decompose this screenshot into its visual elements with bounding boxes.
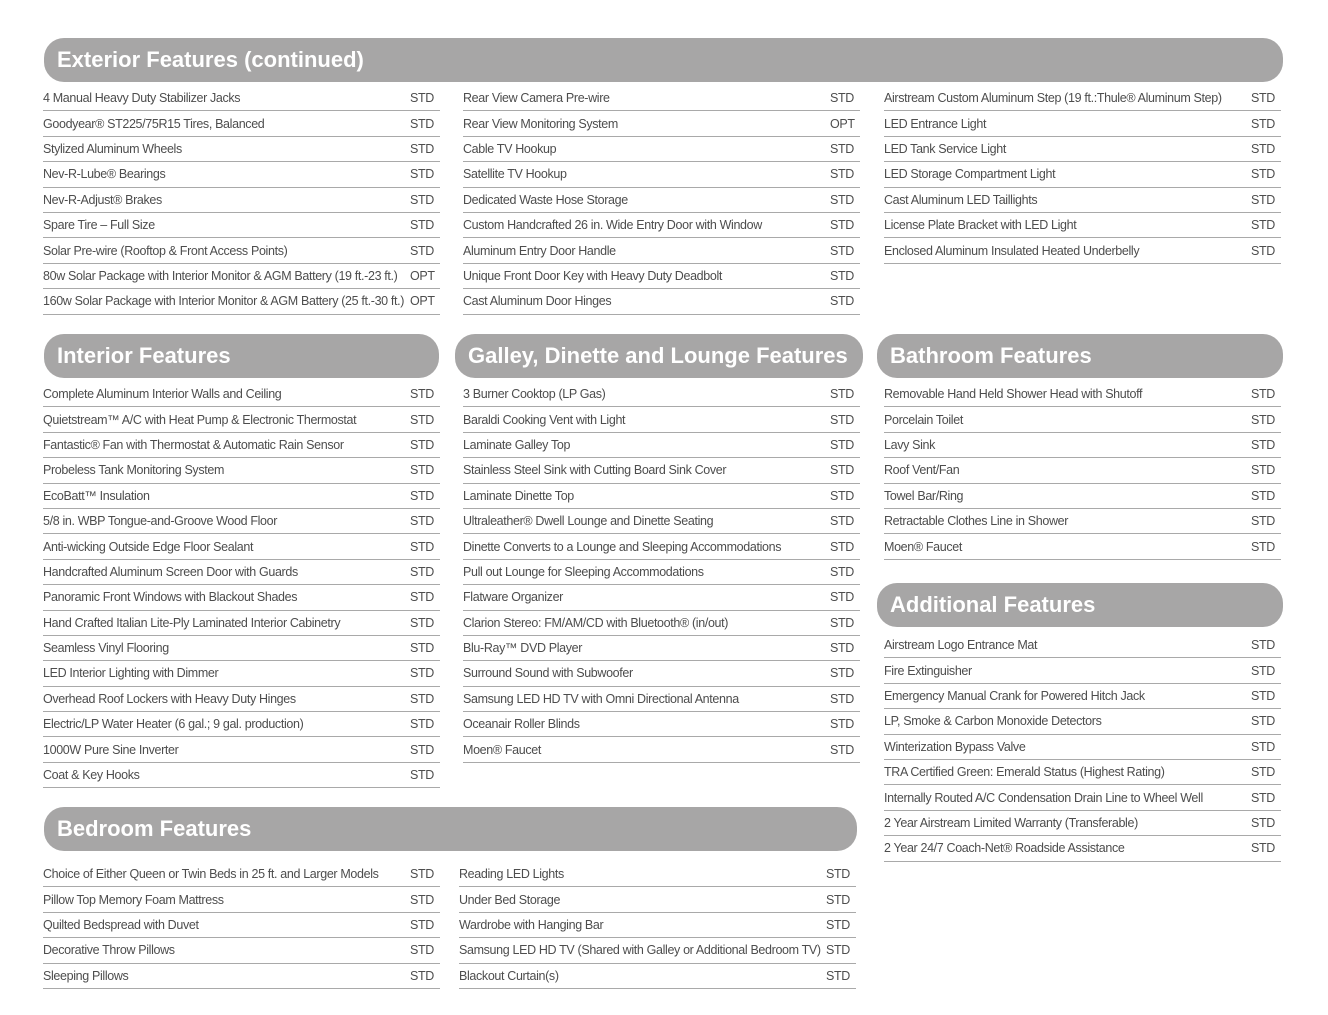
feature-availability: STD: [410, 892, 434, 907]
feature-name: Cable TV Hookup: [463, 141, 557, 156]
feature-availability: STD: [1251, 514, 1275, 529]
bedroom-list-col2: [459, 862, 856, 989]
feature-name: Spare Tire – Full Size: [43, 218, 155, 233]
feature-availability: OPT: [410, 294, 435, 309]
feature-name: 1000W Pure Sine Inverter: [43, 742, 179, 757]
feature-availability: STD: [410, 437, 434, 452]
feature-name: Pull out Lounge for Sleeping Accommodations: [463, 564, 704, 579]
feature-row: [43, 687, 440, 712]
feature-name: Airstream Logo Entrance Mat: [884, 638, 1038, 653]
feature-availability: STD: [830, 141, 854, 156]
feature-availability: STD: [1251, 841, 1275, 856]
feature-availability: STD: [830, 91, 854, 106]
feature-availability: STD: [410, 917, 434, 932]
feature-row: [463, 534, 860, 559]
feature-availability: STD: [830, 167, 854, 182]
feature-name: Stylized Aluminum Wheels: [43, 141, 182, 156]
feature-row: [884, 760, 1281, 785]
feature-name: TRA Certified Green: Emerald Status (Highest Rating): [884, 765, 1165, 780]
feature-name: Lavy Sink: [884, 437, 936, 452]
feature-availability: STD: [826, 892, 850, 907]
feature-row: [884, 458, 1281, 483]
feature-availability: STD: [1251, 387, 1275, 402]
feature-row: [884, 238, 1281, 263]
feature-row: [459, 887, 856, 912]
feature-name: Blu-Ray™ DVD Player: [463, 641, 583, 656]
feature-row: [459, 862, 856, 887]
feature-availability: STD: [1251, 167, 1275, 182]
feature-name: Blackout Curtain(s): [459, 968, 559, 983]
feature-row: [43, 585, 440, 610]
feature-row: [43, 938, 440, 963]
feature-availability: STD: [410, 91, 434, 106]
feature-availability: STD: [1251, 463, 1275, 478]
feature-row: [463, 111, 860, 136]
feature-name: 4 Manual Heavy Duty Stabilizer Jacks: [43, 91, 241, 106]
feature-row: [43, 484, 440, 509]
feature-row: [463, 264, 860, 289]
feature-name: License Plate Bracket with LED Light: [884, 218, 1077, 233]
feature-row: [43, 289, 440, 314]
feature-name: Dedicated Waste Hose Storage: [463, 192, 628, 207]
feature-row: [43, 862, 440, 887]
feature-availability: OPT: [410, 268, 435, 283]
feature-row: [459, 913, 856, 938]
feature-row: [463, 382, 860, 407]
feature-availability: STD: [410, 742, 434, 757]
feature-name: Oceanair Roller Blinds: [463, 717, 580, 732]
bedroom-features-heading: Bedroom Features: [44, 807, 857, 851]
feature-name: Rear View Monitoring System: [463, 116, 618, 131]
feature-row: [463, 137, 860, 162]
feature-name: Clarion Stereo: FM/AM/CD with Bluetooth® (in/out): [463, 615, 729, 630]
bedroom-list-col1: [43, 862, 440, 989]
feature-row: [43, 887, 440, 912]
feature-name: Moen® Faucet: [463, 742, 541, 757]
feature-name: Unique Front Door Key with Heavy Duty Deadbolt: [463, 268, 723, 283]
feature-availability: STD: [1251, 739, 1275, 754]
feature-row: [884, 811, 1281, 836]
feature-availability: STD: [410, 717, 434, 732]
feature-name: Anti-wicking Outside Edge Floor Sealant: [43, 539, 254, 554]
feature-row: [463, 188, 860, 213]
feature-name: Coat & Key Hooks: [43, 768, 140, 783]
feature-name: LED Entrance Light: [884, 116, 987, 131]
feature-name: LED Interior Lighting with Dimmer: [43, 666, 219, 681]
feature-availability: STD: [410, 192, 434, 207]
feature-name: 80w Solar Package with Interior Monitor & AGM Battery (19 ft.-23 ft.): [43, 268, 398, 283]
feature-row: [463, 636, 860, 661]
feature-availability: STD: [1251, 437, 1275, 452]
feature-name: Under Bed Storage: [459, 892, 561, 907]
feature-availability: STD: [830, 691, 854, 706]
feature-name: Baraldi Cooking Vent with Light: [463, 412, 626, 427]
feature-name: Samsung LED HD TV with Omni Directional Antenna: [463, 691, 739, 706]
feature-row: [463, 238, 860, 263]
feature-row: [43, 560, 440, 585]
feature-name: Quilted Bedspread with Duvet: [43, 917, 199, 932]
feature-row: [463, 407, 860, 432]
feature-availability: STD: [1251, 539, 1275, 554]
feature-name: Moen® Faucet: [884, 539, 962, 554]
feature-name: Goodyear® ST225/75R15 Tires, Balanced: [43, 116, 265, 131]
feature-row: [884, 382, 1281, 407]
feature-name: Airstream Custom Aluminum Step (19 ft.:Thule® Aluminum Step): [884, 91, 1222, 106]
feature-availability: STD: [410, 463, 434, 478]
feature-name: Removable Hand Held Shower Head with Shutoff: [884, 387, 1143, 402]
feature-name: Internally Routed A/C Condensation Drain Line to Wheel Well: [884, 790, 1203, 805]
feature-availability: STD: [410, 387, 434, 402]
feature-name: Samsung LED HD TV (Shared with Galley or Additional Bedroom TV): [459, 943, 821, 958]
feature-row: [463, 433, 860, 458]
feature-row: [43, 264, 440, 289]
feature-availability: STD: [1251, 790, 1275, 805]
feature-name: Panoramic Front Windows with Blackout Shades: [43, 590, 298, 605]
feature-availability: STD: [830, 387, 854, 402]
feature-row: [463, 484, 860, 509]
additional-features-heading: Additional Features: [877, 583, 1283, 627]
feature-name: Laminate Galley Top: [463, 437, 571, 452]
feature-availability: STD: [826, 968, 850, 983]
feature-row: [43, 763, 440, 788]
feature-availability: STD: [1251, 192, 1275, 207]
feature-name: 2 Year Airstream Limited Warranty (Transferable): [884, 815, 1138, 830]
feature-name: Choice of Either Queen or Twin Beds in 25 ft. and Larger Models: [43, 867, 379, 882]
feature-row: [463, 687, 860, 712]
galley-list: [463, 382, 860, 763]
feature-name: Reading LED Lights: [459, 867, 564, 882]
feature-name: Cast Aluminum Door Hinges: [463, 294, 612, 309]
feature-name: Overhead Roof Lockers with Heavy Duty Hinges: [43, 691, 296, 706]
feature-row: [463, 289, 860, 314]
feature-row: [884, 735, 1281, 760]
feature-row: [884, 785, 1281, 810]
feature-row: [884, 407, 1281, 432]
feature-availability: STD: [826, 867, 850, 882]
feature-name: Aluminum Entry Door Handle: [463, 243, 616, 258]
feature-availability: STD: [830, 192, 854, 207]
feature-availability: STD: [830, 539, 854, 554]
feature-availability: STD: [410, 218, 434, 233]
feature-name: Stainless Steel Sink with Cutting Board Sink Cover: [463, 463, 727, 478]
bathroom-list: [884, 382, 1281, 560]
feature-availability: STD: [410, 514, 434, 529]
feature-availability: STD: [830, 564, 854, 579]
feature-availability: STD: [1251, 765, 1275, 780]
feature-name: Nev-R-Adjust® Brakes: [43, 192, 162, 207]
feature-name: Quietstream™ A/C with Heat Pump & Electronic Thermostat: [43, 412, 357, 427]
feature-availability: STD: [830, 514, 854, 529]
feature-row: [43, 534, 440, 559]
feature-name: Fantastic® Fan with Thermostat & Automatic Rain Sensor: [43, 437, 344, 452]
feature-name: Satellite TV Hookup: [463, 167, 567, 182]
feature-row: [43, 188, 440, 213]
feature-availability: STD: [410, 243, 434, 258]
feature-name: 160w Solar Package with Interior Monitor & AGM Battery (25 ft.-30 ft.): [43, 294, 405, 309]
feature-availability: STD: [410, 141, 434, 156]
feature-row: [43, 111, 440, 136]
feature-availability: STD: [410, 590, 434, 605]
feature-availability: STD: [830, 590, 854, 605]
feature-availability: STD: [410, 539, 434, 554]
feature-name: Hand Crafted Italian Lite-Ply Laminated Interior Cabinetry: [43, 615, 341, 630]
feature-availability: STD: [410, 867, 434, 882]
feature-row: [884, 433, 1281, 458]
feature-row: [43, 964, 440, 989]
feature-row: [463, 509, 860, 534]
feature-availability: STD: [410, 943, 434, 958]
feature-availability: STD: [830, 243, 854, 258]
feature-name: LP, Smoke & Carbon Monoxide Detectors: [884, 714, 1102, 729]
feature-name: Emergency Manual Crank for Powered Hitch Jack: [884, 688, 1145, 703]
feature-row: [43, 238, 440, 263]
feature-name: Winterization Bypass Valve: [884, 739, 1026, 754]
feature-availability: STD: [410, 666, 434, 681]
bathroom-features-heading: Bathroom Features: [877, 334, 1283, 378]
interior-list: [43, 382, 440, 788]
feature-availability: STD: [1251, 815, 1275, 830]
feature-availability: OPT: [830, 116, 855, 131]
feature-availability: STD: [410, 564, 434, 579]
feature-row: [43, 913, 440, 938]
feature-availability: STD: [1251, 218, 1275, 233]
feature-row: [43, 433, 440, 458]
feature-availability: STD: [1251, 243, 1275, 258]
feature-name: Fire Extinguisher: [884, 663, 972, 678]
feature-name: Surround Sound with Subwoofer: [463, 666, 633, 681]
feature-row: [884, 484, 1281, 509]
feature-availability: STD: [830, 437, 854, 452]
exterior-list-col3: [884, 86, 1281, 264]
exterior-list-col2: [463, 86, 860, 315]
feature-availability: STD: [830, 488, 854, 503]
feature-name: Laminate Dinette Top: [463, 488, 574, 503]
feature-availability: STD: [830, 641, 854, 656]
feature-availability: STD: [830, 742, 854, 757]
additional-list: [884, 633, 1281, 862]
feature-row: [43, 636, 440, 661]
feature-name: Probeless Tank Monitoring System: [43, 463, 225, 478]
feature-availability: STD: [830, 717, 854, 732]
feature-availability: STD: [1251, 91, 1275, 106]
feature-name: Cast Aluminum LED Taillights: [884, 192, 1038, 207]
feature-row: [884, 213, 1281, 238]
feature-name: Ultraleather® Dwell Lounge and Dinette Seating: [463, 514, 714, 529]
feature-row: [459, 964, 856, 989]
feature-row: [43, 737, 440, 762]
feature-availability: STD: [410, 691, 434, 706]
feature-row: [43, 382, 440, 407]
feature-name: Retractable Clothes Line in Shower: [884, 514, 1069, 529]
feature-row: [43, 509, 440, 534]
feature-row: [884, 658, 1281, 683]
feature-availability: STD: [410, 968, 434, 983]
feature-row: [463, 585, 860, 610]
feature-availability: STD: [1251, 141, 1275, 156]
feature-name: Seamless Vinyl Flooring: [43, 641, 169, 656]
feature-row: [463, 712, 860, 737]
feature-availability: STD: [410, 641, 434, 656]
feature-name: 2 Year 24/7 Coach-Net® Roadside Assistance: [884, 841, 1125, 856]
feature-availability: STD: [410, 488, 434, 503]
feature-availability: STD: [1251, 488, 1275, 503]
feature-name: Nev-R-Lube® Bearings: [43, 167, 166, 182]
feature-row: [884, 684, 1281, 709]
feature-availability: STD: [1251, 412, 1275, 427]
feature-availability: STD: [410, 412, 434, 427]
feature-availability: STD: [830, 666, 854, 681]
feature-name: Rear View Camera Pre-wire: [463, 91, 610, 106]
exterior-list-col1: [43, 86, 440, 315]
feature-row: [43, 712, 440, 737]
feature-row: [43, 407, 440, 432]
feature-availability: STD: [830, 412, 854, 427]
feature-name: Dinette Converts to a Lounge and Sleeping Accommodations: [463, 539, 782, 554]
feature-row: [43, 213, 440, 238]
feature-name: Custom Handcrafted 26 in. Wide Entry Door with Window: [463, 218, 762, 233]
feature-name: Electric/LP Water Heater (6 gal.; 9 gal. production): [43, 717, 304, 732]
feature-row: [463, 560, 860, 585]
feature-name: Towel Bar/Ring: [884, 488, 964, 503]
feature-row: [43, 86, 440, 111]
feature-name: Sleeping Pillows: [43, 968, 129, 983]
feature-availability: STD: [410, 167, 434, 182]
feature-name: Pillow Top Memory Foam Mattress: [43, 892, 224, 907]
feature-availability: STD: [830, 218, 854, 233]
feature-name: Wardrobe with Hanging Bar: [459, 917, 604, 932]
feature-row: [884, 111, 1281, 136]
feature-row: [884, 509, 1281, 534]
feature-name: Solar Pre-wire (Rooftop & Front Access Points): [43, 243, 288, 258]
feature-row: [884, 836, 1281, 861]
feature-availability: STD: [1251, 688, 1275, 703]
feature-name: Roof Vent/Fan: [884, 463, 960, 478]
feature-row: [884, 137, 1281, 162]
feature-row: [884, 86, 1281, 111]
feature-row: [463, 162, 860, 187]
feature-name: LED Tank Service Light: [884, 141, 1006, 156]
feature-row: [884, 162, 1281, 187]
galley-features-heading: Galley, Dinette and Lounge Features: [455, 334, 863, 378]
feature-name: 3 Burner Cooktop (LP Gas): [463, 387, 606, 402]
feature-availability: STD: [410, 615, 434, 630]
feature-availability: STD: [410, 768, 434, 783]
feature-name: Flatware Organizer: [463, 590, 563, 605]
feature-availability: STD: [830, 268, 854, 283]
feature-availability: STD: [830, 615, 854, 630]
feature-row: [43, 611, 440, 636]
feature-row: [884, 633, 1281, 658]
feature-availability: STD: [826, 943, 850, 958]
interior-features-heading: Interior Features: [44, 334, 439, 378]
feature-row: [43, 137, 440, 162]
feature-row: [884, 709, 1281, 734]
feature-availability: STD: [1251, 638, 1275, 653]
feature-availability: STD: [1251, 714, 1275, 729]
feature-row: [884, 534, 1281, 559]
feature-row: [459, 938, 856, 963]
feature-name: Decorative Throw Pillows: [43, 943, 175, 958]
feature-row: [463, 458, 860, 483]
feature-row: [463, 86, 860, 111]
feature-name: Enclosed Aluminum Insulated Heated Underbelly: [884, 243, 1140, 258]
exterior-features-heading: Exterior Features (continued): [44, 38, 1283, 82]
feature-name: Handcrafted Aluminum Screen Door with Guards: [43, 564, 298, 579]
feature-availability: STD: [1251, 663, 1275, 678]
feature-row: [43, 661, 440, 686]
feature-name: EcoBatt™ Insulation: [43, 488, 150, 503]
feature-availability: STD: [830, 463, 854, 478]
feature-name: Complete Aluminum Interior Walls and Ceiling: [43, 387, 282, 402]
feature-row: [43, 458, 440, 483]
feature-availability: STD: [826, 917, 850, 932]
feature-availability: STD: [830, 294, 854, 309]
feature-availability: STD: [1251, 116, 1275, 131]
feature-name: Porcelain Toilet: [884, 412, 963, 427]
feature-row: [884, 188, 1281, 213]
feature-row: [463, 737, 860, 762]
feature-name: 5/8 in. WBP Tongue-and-Groove Wood Floor: [43, 514, 278, 529]
feature-name: LED Storage Compartment Light: [884, 167, 1056, 182]
feature-row: [463, 611, 860, 636]
feature-row: [463, 213, 860, 238]
feature-row: [43, 162, 440, 187]
feature-availability: STD: [410, 116, 434, 131]
feature-row: [463, 661, 860, 686]
